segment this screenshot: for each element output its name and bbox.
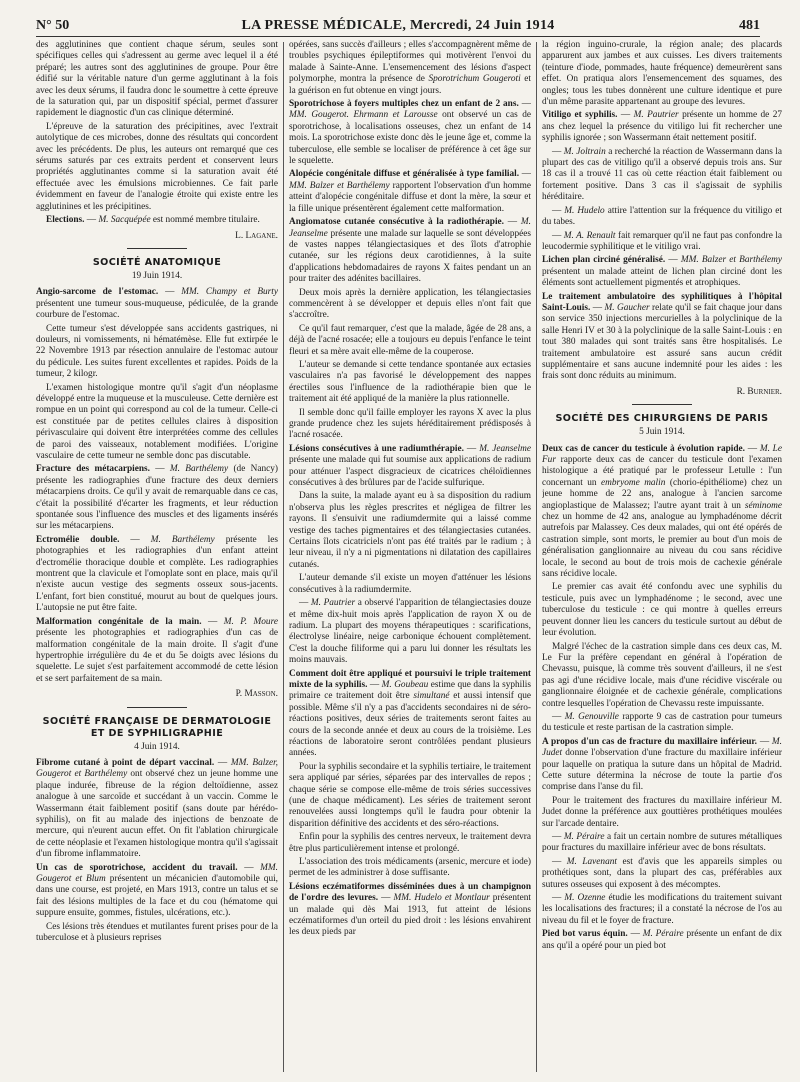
item-text: opérées, sans succès d'ailleurs ; elles s'accompagnèrent même de troubles psychiques épileptiformes qui motivèrent l'envoi du malade à Sainte-Anne. L'ensemencement des lésions d'aspect polymorphe, montra la présence de — [289, 40, 531, 85]
paragraph: Deux mois après la dernière application, les télangiectasies commencèrent à se développer et depuis elles n'ont fait que s'accroître. — [289, 287, 531, 321]
item-author: MM. Balzer et Barthélemy — [289, 180, 390, 191]
column-2 — [289, 40, 531, 1072]
item-author: M. Judet — [542, 736, 782, 759]
paragraph: Fibrome cutané à point de départ vaccinal. — MM. Balzer, Gougerot et Barthélemy ont observé chez un jeune homme une plaque indurée, fibreuse de la région deltoïdienne, assez analogue à une sarcoïde et succédant à un vaccin. Comme le Wassermann était faiblement positif (sans doute par hérédo-syphilis), on fit au malade des injections de benzoate de mercure, qui n'eurent aucun effet. On fit l'ablation chirurgicale de cette néoplasie et l'examen histologique montra qu'il s'agissait d'un fibrome inflammatoire. — [36, 757, 278, 860]
item-title: Malformation congénitale de la main. — [36, 616, 202, 627]
section-date: 19 Juin 1914. — [131, 270, 183, 281]
paragraph: — M. Péraire a fait un certain nombre de sutures métalliques pour fractures du maxillaire inférieur avec de bons résultats. — [542, 832, 782, 854]
section-date: 4 Juin 1914. — [134, 741, 180, 752]
paragraph: Le traitement ambulatoire des syphilitiques à l'hôpital Saint-Louis. — M. Gaucher relate qu'il se fait chaque jour dans son service 350 injections mercurielles à la polyclinique de la salle Henri IV et 30 à la polyclinique de la salle Saint-Louis : en tout 380 malades qui sont traités sans être hospitalisés. Le traitement ambulatoire est assuré sans aucun crédit supplémentaire et sans aucune indemnité pour les aides : les frais sont donc réduits au minimum. — [542, 291, 782, 382]
divider — [632, 404, 692, 405]
item-author: M. Barthélemy — [150, 534, 215, 545]
issue-number: N° 50 — [36, 18, 70, 33]
section-date: 5 Juin 1914. — [639, 427, 685, 438]
paragraph: Dans la suite, la malade ayant eu à sa disposition du radium n'observa plus les règles prescrites et négligea de filtrer les rayons. Il s'ensuivit une radiumdermite qui a laissé comme vestige des taches pigmentaires et des télangiectasies cutanées. Certains îlots cicatriciels n'ont pas été traités par le radium ; à leur niveau, il n'y a ni pigmentations ni dilatation des capillaires cutanés. — [289, 491, 531, 570]
paragraph: Alopécie congénitale diffuse et généralisée à type familial. — MM. Balzer et Barthélemy rapportent l'observation d'un homme atteint d'alopécie congénitale diffuse et dont la mère, la sœur et la fille unique présentèrent également cette malformation. — [289, 169, 531, 214]
paragraph: — M. Ozenne étudie les modifications du traitement suivant les localisations des fractures; il a constaté la nécrose de l'os au niveau du fil et le foyer de fracture. — [542, 893, 782, 926]
item-text: a observé l'apparition de télangiectasies douze et même dix-huit mois après l'application de rayon X ou de radium. La plupart des moyens thérapeutiques : scarifications, électrolyse linéaire, neige carbonique échouent complètement. C'est la douche filiforme qui a paru lui donner les résultats les moins mauvais. — [289, 598, 531, 666]
paragraph: Pour le traitement des fractures du maxillaire inférieur M. Judet donne la préférence aux gouttières prothétiques moulées sur l'arcade dentaire. — [542, 795, 782, 829]
paragraph: Il semble donc qu'il faille employer les rayons X avec la plus grande prudence chez les sujets héréditairement prédisposés à l'acné rosacée. — [289, 407, 531, 441]
paragraph: — M. A. Renault fait remarquer qu'il ne faut pas confondre la leucodermie syphilitique et le vitiligo vrai. — [542, 230, 782, 252]
item-author: M. Barthélemy — [169, 464, 229, 475]
paragraph: Lésions consécutives à une radiumthérapie. — M. Jeanselme présente une malade qui fut soumise aux applications de radium pour atténuer l'aspect disgracieux de cicatrices chéloïdiennes consécutives à des brûlures par de l'acide sulfurique. — [289, 443, 531, 489]
paragraph: Malgré l'échec de la castration simple dans ces deux cas, M. Le Fur la préfère cependant en général à l'opération de Chevassu, puisque, là comme très souvent d'ailleurs, il ne s'est pas agi d'une récidive locale, mais d'une récidive viscérale ou ganglionnaire éloignée et de cachexie générale, complications contre lesquelles l'opération de Chevassu reste impuissante. — [542, 641, 782, 709]
item-author: M. P. Moure — [223, 616, 278, 627]
paragraph: Ces lésions très étendues et mutilantes furent prises pour de la tuberculose et à plusieurs reprises — [36, 921, 278, 944]
paragraph: des agglutinines que contient chaque sérum, seules sont spécifiques celles qui s'adressent au germe avec lequel il a été préparé; les autres sont des agglutinines de groupe. Pour être édifié sur la véritable nature d'un germe agglutinant à la fois avec les deux sérums, il faudra donc le soumettre à cette épreuve de la saturation qui, par un dispositif spécial, permet d'assurer rapidement le diagnostic d'un cas clinique déterminé. — [36, 40, 278, 119]
item-text: est d'avis que les appareils simples ou prothétiques sont, dans la plupart des cas, préférables aux sutures osseuses qui exposent à des mécomptes. — [542, 856, 782, 890]
item-text: a recherché la réaction de Wassermann dans la plupart des cas de vitiligo qu'il a observé depuis trois ans. Sur 18 cas il a trouvé 11 cas où cette réaction était faiblement ou fortement positive. Dans 3 cas il s'agissait de syphilis héréditaire. — [542, 146, 782, 203]
item-author: M. Péraire — [563, 832, 605, 842]
paragraph: Comment doit être appliqué et poursuivi le triple traitement mixte de la syphilis. — M. Goubeau estime que dans la syphilis primaire ce traitement doit être simultané et aussi intensif que possible. Même s'il n'y a pas d'accidents secondaires ni de séro-réactions positives, deux séries de traitements seront faites au cours de la seconde année et deux au cours de la troisième. Les réactions de laboratoire seront contrôlées pendant plusieurs années. — [289, 668, 531, 759]
item-author: M. A. Renault — [563, 230, 616, 241]
item-text: donne l'observation d'une fracture du maxillaire inférieur pour laquelle on pratiqua la suture dans un hôpital de Madrid. Cette suture détermina la nécrose de toute la partie d'os comprise dans l'anse du fil. — [542, 748, 782, 793]
item-title: Alopécie congénitale diffuse et généralisée à type familial. — [289, 169, 520, 180]
item-author: M. Hudelo — [564, 205, 605, 216]
item-author: M. Jeanselme — [289, 217, 531, 239]
item-text: est nommé membre titulaire. — [152, 215, 260, 226]
item-author: M. Goubeau — [381, 679, 429, 690]
item-text: estime que dans la syphilis primaire ce traitement doit être — [289, 679, 531, 702]
item-title: Comment doit être appliqué et poursuivi le triple traitement mixte de la syphilis. — [289, 668, 531, 690]
item-author: M. Péraire — [642, 929, 684, 940]
item-text: relate qu'il se fait chaque jour dans son service 350 injections mercurielles à la polyclinique de la salle Henri IV et 30 à la polyclinique de la salle Saint-Louis : en tout 380 malades qui sont traités sans être hospitalisés. Le traitement ambulatoire est assuré sans aucun crédit supplémentaire et sans aucune indemnité pour les aides : les frais sont donc réduits au minimum. — [542, 302, 782, 382]
paragraph: Elections. — M. Sacquépée est nommé membre titulaire. — [46, 215, 260, 226]
divider — [127, 707, 187, 708]
paragraph: Le premier cas avait été confondu avec une syphilis du testicule, puis avec un lymphadénome ; le second, avec une tuberculose du testicule : ce qui montre à quelles erreurs peuvent donner lieu les cancers du testicule surtout au début de leur évolution. — [542, 582, 782, 639]
item-author: M. Le Fur — [542, 443, 782, 465]
item-text: présentent un mécanicien d'automobile qui, dans une course, est projeté, en Mars 1913, contre un talus et se fait des lésions multiples de la face et du cou (hématome qui suppure ensuite, gommes, fistules, ulcérations, etc.). — [36, 874, 278, 919]
item-text: ont observé chez un jeune homme une plaque indurée, fibreuse de la région deltoïdienne, assez analogue à une sarcoïde et succédant à un vaccin. Comme le Wassermann était faiblement positif (sans doute par hérédo-syphilis), on fit au malade des injections de benzoate de mercure, qui n'eurent aucun effet. On fit l'ablation chirurgicale de cette néoplasie et l'examen histologique montra qu'il s'agissait d'un fibrome inflammatoire. — [36, 769, 278, 860]
item-author: M. Jeanselme — [479, 443, 531, 454]
item-title: Un cas de sporotrichose, accident du travail. — [36, 862, 238, 873]
paragraph: la région inguino-crurale, la région anale; des placards apparurent aux jambes et aux cuisses. Les divers traitements (teinture d'iode, pommades, haute fréquence) demeurèrent sans effet. On pratiqua alors l'ensemencement des squames, des ongles; tous les tubes donnèrent une culture identique et pure d'un même parasite appartenant au groupe des levures. — [542, 40, 782, 108]
item-italic: Sporotrichum Gougeroti — [428, 74, 521, 85]
journal-title: LA PRESSE MÉDICALE, Mercredi, 24 Juin 1914 — [241, 18, 555, 33]
item-title: Angio-sarcome de l'estomac. — [36, 287, 159, 298]
section-heading: SOCIÉTÉ ANATOMIQUE — [92, 256, 222, 268]
paragraph: L'auteur se demande si cette tendance spontanée aux ectasies vasculaires n'a pas favorisé le développement des nappes érectiles sous l'influence de la radiothérapie bien que le traitement ait été appliqué de la manière la plus rationnelle. — [289, 359, 531, 405]
item-author: M. Pautrier — [633, 110, 679, 121]
item-author: MM. Champy et Burty — [181, 287, 278, 298]
item-text: présente les photographies et radiographies d'un cas de malformation congénitale de la main droite. Il s'agit d'une hypertrophie irrégulière du 4e et du 5e doigts avec lésions du squelette. Le sujet s'est parfaitement accommodé de cette lésion et se sert parfaitement de sa main. — [36, 628, 278, 684]
column-1 — [36, 40, 278, 1072]
item-text: présente une malade sur laquelle se sont développées de vastes nappes télangiectasiques et des îlots d'atrophie cutanée, sur les régions deux carotidiennes, à la suite d'applications hebdomadaires de rayons X faites pendant un an pour traiter des adénites bacillaires. — [289, 228, 531, 285]
item-italic: embryome malin — [601, 477, 666, 488]
paragraph: L'examen histologique montre qu'il s'agit d'un néoplasme développé entre la muqueuse et la musculeuse. Cette dernière est rompue en un point qui correspond au col de la tumeur. Celle-ci est constituée par de petites cellules claires à disposition périvasculaire qui doivent être interprétées comme des cellules de paroi des vaisseaux, notablement modifiées. L'origine vasculaire de cette tumeur ne semble donc pas discutable. — [36, 382, 278, 461]
item-title: Vitiligo et syphilis. — [542, 110, 618, 121]
item-title: Sporotrichose à foyers multiples chez un enfant de 2 ans. — [289, 99, 519, 110]
item-author: M. Ozenne — [564, 893, 606, 904]
item-author: MM. Balzer et Barthélemy — [680, 255, 782, 266]
item-text: présente un enfant de dix ans qu'il a opéré pour un pied bot — [542, 929, 782, 951]
item-text: (chorio-épithéliome) chez un jeune homme de 22 ans, analogue à l'ancien sarcome angioplastique de Malassez; l'autre ayant trait à un — [542, 477, 782, 511]
paragraph: L'association des trois médicaments (arsenic, mercure et iode) permet de les administrer à dose suffisante. — [289, 857, 531, 879]
item-author: M. Gaucher — [604, 302, 650, 313]
item-text: présentent une tumeur sous-muqueuse, pédiculée, de la grande courbure de l'estomac. — [36, 298, 278, 321]
paragraph: — M. Lavenant est d'avis que les appareils simples ou prothétiques sont, dans la plupart des cas, préférables aux sutures osseuses qui exposent à des mécomptes. — [542, 856, 782, 890]
paragraph: A propos d'un cas de fracture du maxillaire inférieur. — M. Judet donne l'observation d'une fracture du maxillaire inférieur pour laquelle on pratiqua la suture dans un hôpital de Madrid. Cette suture détermina la nécrose de toute la partie d'os comprise dans l'anse du fil. — [542, 736, 782, 793]
item-title: A propos d'un cas de fracture du maxillaire inférieur. — [542, 736, 758, 747]
item-title: Fibrome cutané à point de départ vaccinal. — [36, 757, 215, 768]
column-rule — [283, 42, 284, 1072]
item-title: Angiomatose cutanée consécutive à la radiothérapie. — [289, 217, 504, 228]
item-author: MM. Gougerot et Blum — [36, 862, 278, 884]
paragraph: L'auteur demande s'il existe un moyen d'atténuer les lésions consécutives à la radiumdermite. — [289, 573, 531, 595]
item-text: présentent un malade atteint de lichen plan circiné dont les éléments sont actuellement pigmentés et atrophiques. — [542, 266, 782, 289]
item-italic: simultané — [413, 691, 450, 702]
item-author: M. Pautrier — [310, 598, 356, 609]
item-text: et aussi intensif que possible. Même s'il n'y a pas d'accidents secondaires ni de séro-réactions positives, deux séries de traitements seront faites au cours de la seconde année et deux au cours de la troisième. Les réactions de laboratoire seront contrôlées pendant plusieurs années. — [289, 691, 531, 759]
item-author: MM. Balzer, Gougerot et Barthélemy — [36, 757, 278, 780]
signature: P. Masson. — [235, 689, 278, 700]
paragraph: Enfin pour la syphilis des centres nerveux, le traitement devra être plus particulièrement intense et prolongé. — [289, 832, 531, 854]
paragraph: — M. Hudelo attire l'attention sur la fréquence du vitiligo et du tabes. — [542, 205, 782, 228]
paragraph: Un cas de sporotrichose, accident du travail. — MM. Gougerot et Blum présentent un mécanicien d'automobile qui, dans une course, est projeté, en Mars 1913, contre un talus et se fait des lésions multiples de la face et du cou (hématome qui suppure ensuite, gommes, fistules, ulcérations, etc.). — [36, 862, 278, 919]
header-rule — [36, 36, 760, 37]
item-text: (de Nancy) présente les radiographies d'une fracture des deux derniers métacarpiens droits. Ce qu'il y avait de remarquable dans ce cas, c'était la possibilité d'écarter les fragments, et leur réduction spontanée sous l'influence des muscles et des ligaments insérés sur les métacarpiens. — [36, 464, 278, 532]
paragraph — [289, 40, 531, 97]
column-rule — [536, 42, 537, 1072]
item-text: rapporte deux cas de cancer du testicule dont l'examen histologique a été pratiqué par le professeur Letulle : l'un concernant un — [542, 455, 782, 488]
paragraph: Pour la syphilis secondaire et la syphilis tertiaire, le traitement sera appliqué par séries, séparées par des intervalles de repos ; chaque série se compose elle-même de trois séries successives (une de chaque médicament). Les séries de traitement seront renouvelées aussi longtemps qu'il le faudra pour obtenir la disparition définitive des accidents et des séro-réactions. — [289, 761, 531, 829]
page-number: 481 — [739, 18, 760, 33]
item-title: Pied bot varus équin. — [542, 929, 628, 940]
section-heading: SOCIÉTÉ FRANÇAISE DE DERMATOLOGIE ET DE SYPHILIGRAPHIE — [42, 715, 272, 739]
paragraph: Lésions eczématiformes disséminées dues à un champignon de l'ordre des levures. — MM. Hudelo et Montlaur présentent un malade qui dès Mai 1913, fut atteint de lésions eczématiformes d'un orteil du pied droit : les lésions envahirent les deux pieds par — [289, 881, 531, 938]
paragraph: Deux cas de cancer du testicule à évolution rapide. — M. Le Fur rapporte deux cas de cancer du testicule dont l'examen histologique a été pratiqué par le professeur Letulle : l'un concernant un embryome malin (chorio-épithéliome) chez un jeune homme de 22 ans, analogue à l'ancien sarcome angioplastique de Malassez; l'autre ayant trait à un séminome chez un homme de 42 ans, analogue au lymphadénome décrit autrefois par Malassey. Ces deux malades, qui ont été opérés de castration simple, sont morts, le premier au bout d'un mois de généralisation ganglionnaire au niveau du cou sans récidive locale, le second au bout de trois mois de cachexie générale sans récidive locale. — [542, 443, 782, 580]
item-italic: séminome — [744, 500, 782, 511]
item-text: chez un homme de 42 ans, analogue au lymphadénome décrit autrefois par Malassey. Ces deux malades, qui ont été opérés de castration simple, sont morts, le premier au bout d'un mois de généralisation ganglionnaire au niveau du cou sans récidive locale, le second au bout de trois mois de cachexie générale sans récidive locale. — [542, 512, 782, 580]
paragraph: L'épreuve de la saturation des précipitines, avec l'extrait autolytique de ces microbes, donne des résultats qui concordent avec les précédents. De plus, les auteurs ont remarqué que ces sérums saturés par ces extraits perdent et conservent leurs propriétés agglutinantes comme si la saturation avait été effectuée avec les émulsions microbiennes. Ce fait parle évidemment en faveur de l'analogie étroite qui existe entre les agglutinines et les précipitines. — [36, 121, 278, 212]
paragraph: Fracture des métacarpiens. — M. Barthélemy (de Nancy) présente les radiographies d'une fracture des deux derniers métacarpiens droits. Ce qu'il y avait de remarquable dans ce cas, c'était la possibilité d'écarter les fragments, et leur réduction spontanée sous l'influence des muscles et des ligaments insérés sur les métacarpiens. — [36, 464, 278, 532]
item-text: étudie les modifications du traitement suivant les localisations des fractures; il a constaté la nécrose de l'os au niveau du fil et le foyer de fracture. — [542, 893, 782, 926]
item-text: présente une malade qui fut soumise aux applications de radium pour atténuer l'aspect disgracieux de cicatrices chéloïdiennes consécutives à des brûlures par de l'acide sulfurique. — [289, 455, 531, 489]
item-title: Lésions eczématiformes disséminées dues à un champignon de l'ordre des levures. — [289, 881, 531, 904]
item-text: ont observé un cas de sporotrichose, à localisations osseuses, chez un enfant de 14 mois. La sporotrichose existe donc dès le jeune âge et, comme la tuberculose, elle semble se localiser de préférence à cet âge sur le squelette. — [289, 110, 531, 167]
column-3 — [542, 40, 782, 1072]
item-text: présente un homme de 27 ans chez lequel la présence du vitiligo lui fit rechercher une syphilis ignorée ; son Wassermann était nettement positif. — [542, 110, 782, 144]
paragraph: Cette tumeur s'est développée sans accidents gastriques, ni douleurs, ni vomissements, ni hématémèse. Elle fut extirpée le 22 Novembre 1913 par résection annulaire de l'estomac autour du pédicule. Les suites furent excellentes et rapides. Poids de la tumeur, 2 kilogr. — [36, 323, 278, 380]
item-title: Lichen plan circiné généralisé. — [542, 255, 666, 266]
item-text: rapportent l'observation d'un homme atteint d'alopécie congénitale diffuse et dont la mère, la sœur et la fille unique présentèrent également cette malformation. — [289, 180, 531, 214]
item-author: M. Sacquépée — [98, 215, 151, 226]
paragraph: Angio-sarcome de l'estomac. — MM. Champy et Burty présentent une tumeur sous-muqueuse, pédiculée, de la grande courbure de l'estomac. — [36, 287, 278, 321]
divider — [127, 248, 187, 249]
item-title: Elections. — [46, 215, 85, 226]
paragraph: Angiomatose cutanée consécutive à la radiothérapie. — M. Jeanselme présente une malade sur laquelle se sont développées de vastes nappes télangiectasiques et des îlots d'atrophie cutanée, sur les régions deux carotidiennes, à la suite d'applications hebdomadaires de rayons X faites pendant un an pour traiter des adénites bacillaires. — [289, 217, 531, 285]
signature: L. Lagane. — [235, 230, 278, 241]
item-text: présente les photographies et les radiographies d'un enfant atteint d'ectromélie thoracique double et complète. Les radiographies montrent que la clavicule et l'omoplate sont en place, mais qu'il n'existe aucun vestige des segments osseux sous-jacents. L'enfant, fort bien constitué, mourut au bout de quelques jours. L'autopsie ne put être faite. — [36, 534, 278, 614]
paragraph: Sporotrichose à foyers multiples chez un enfant de 2 ans. — MM. Gougerot. Ehrmann et Larousse ont observé un cas de sporotrichose, à localisations osseuses, chez un enfant de 14 mois. La sporotrichose existe donc dès le jeune âge et, comme la tuberculose, elle semble se localiser de préférence à cet âge sur le squelette. — [289, 99, 531, 167]
item-text: et la guérison en fut obtenue en vingt jours. — [289, 74, 531, 96]
paragraph: — M. Joltrain a recherché la réaction de Wassermann dans la plupart des cas de vitiligo qu'il a observé depuis trois ans. Sur 18 cas il a trouvé 11 cas où cette réaction était faiblement ou fortement positive. Dans 3 cas il s'agissait de syphilis héréditaire. — [542, 146, 782, 203]
item-author: M. Joltrain — [563, 146, 606, 157]
item-author: M. Lavenant — [566, 856, 617, 867]
paragraph: Ectromélie double. — M. Barthélemy présente les photographies et les radiographies d'un enfant atteint d'ectromélie thoracique double et complète. Les radiographies montrent que la clavicule et l'omoplate sont en place, mais qu'il n'existe aucun vestige des segments osseux sous-jacents. L'enfant, fort bien constitué, mourut au bout de quelques jours. L'autopsie ne put être faite. — [36, 534, 278, 614]
item-author: MM. Hudelo et Montlaur — [393, 893, 490, 904]
paragraph: — M. Pautrier a observé l'apparition de télangiectasies douze et même dix-huit mois après l'application de rayon X ou de radium. La plupart des moyens thérapeutiques : scarifications, électrolyse linéaire, neige carbonique échouent complètement. C'est la douche filiforme qui a paru lui donner les résultats les moins mauvais. — [289, 598, 531, 666]
paragraph: Ce qu'il faut remarquer, c'est que la malade, âgée de 28 ans, a déjà de l'acné rosacée; elle a toujours eu depuis l'enfance le teint fleuri et sa mère avait elle-même de la couperose. — [289, 323, 531, 357]
item-title: Fracture des métacarpiens. — [36, 464, 150, 475]
item-title: Lésions consécutives à une radiumthérapie. — [289, 443, 464, 454]
paragraph: Pied bot varus équin. — M. Péraire présente un enfant de dix ans qu'il a opéré pour un pied bot — [542, 929, 782, 951]
signature: R. Burnier. — [736, 386, 782, 397]
item-title: Le traitement ambulatoire des syphilitiques à l'hôpital Saint-Louis. — [542, 291, 782, 313]
item-text: rapporte 9 cas de castration pour tumeurs du testicule et reste partisan de la castration simple. — [542, 711, 782, 734]
item-author: MM. Gougerot. Ehrmann et Larousse — [289, 110, 438, 121]
item-author: M. Genouville — [564, 711, 619, 722]
item-title: Deux cas de cancer du testicule à évolution rapide. — [542, 443, 745, 454]
item-title: Ectromélie double. — [36, 534, 120, 545]
item-text: fait remarquer qu'il ne faut pas confondre la leucodermie syphilitique et le vitiligo vrai. — [542, 230, 782, 252]
paragraph: Lichen plan circiné généralisé. — MM. Balzer et Barthélemy présentent un malade atteint de lichen plan circiné dont les éléments sont actuellement pigmentés et atrophiques. — [542, 255, 782, 289]
item-text: attire l'attention sur la fréquence du vitiligo et du tabes. — [542, 205, 782, 228]
paragraph: Vitiligo et syphilis. — M. Pautrier présente un homme de 27 ans chez lequel la présence du vitiligo lui fit rechercher une syphilis ignorée ; son Wassermann était nettement positif. — [542, 110, 782, 144]
item-text: présentent un malade qui dès Mai 1913, fut atteint de lésions eczématiformes d'un orteil du pied droit : les lésions envahirent les deux pieds par — [289, 893, 531, 938]
paragraph: Malformation congénitale de la main. — M. P. Moure présente les photographies et radiographies d'un cas de malformation congénitale de la main droite. Il s'agit d'une hypertrophie irrégulière du 4e et du 5e doigts avec lésions du squelette. Le sujet s'est parfaitement accommodé de cette lésion et se sert parfaitement de sa main. — [36, 616, 278, 684]
paragraph: — M. Genouville rapporte 9 cas de castration pour tumeurs du testicule et reste partisan de la castration simple. — [542, 711, 782, 734]
item-text: a fait un certain nombre de sutures métalliques pour fractures du maxillaire inférieur avec de bons résultats. — [542, 832, 782, 854]
section-heading: SOCIÉTÉ DES CHIRURGIENS DE PARIS — [555, 413, 769, 425]
